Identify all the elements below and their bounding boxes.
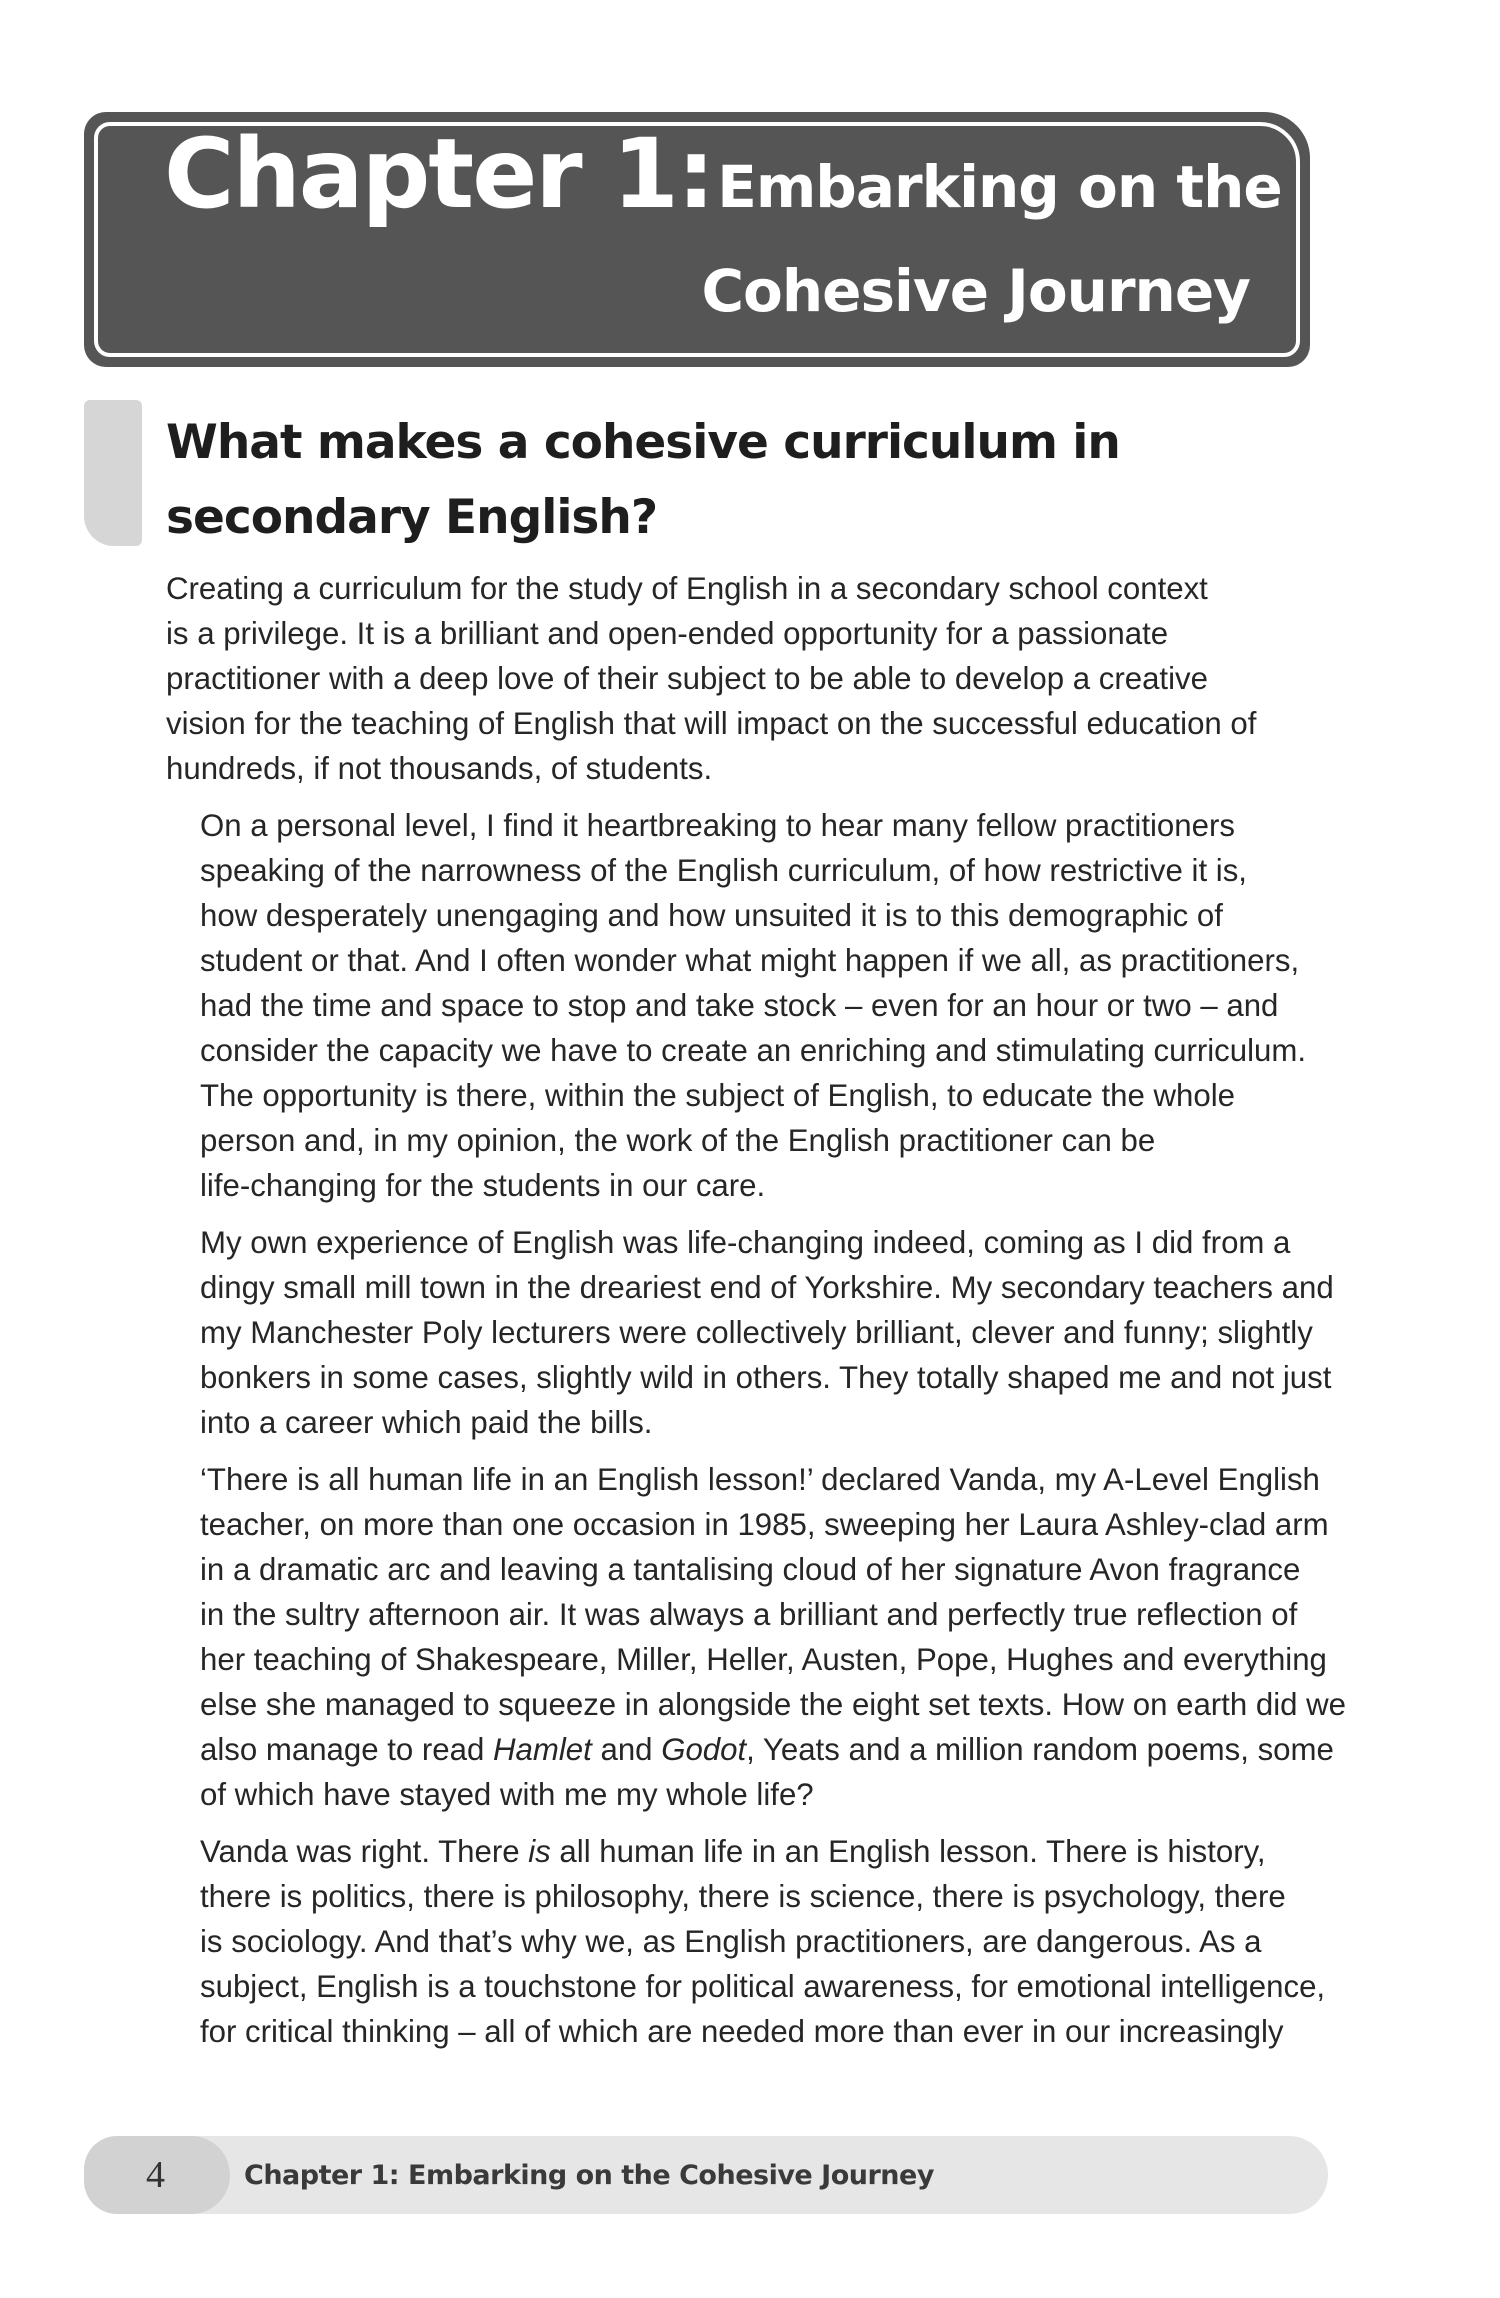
text-line: consider the capacity we have to create an enriching and stimulating curriculum.: [200, 1033, 1306, 1068]
text-line: how desperately unengaging and how unsuited it is to this demographic of: [200, 898, 1223, 933]
text-line: Creating a curriculum for the study of English in a secondary school context: [166, 571, 1208, 606]
chapter-title: [164, 118, 1282, 230]
text-line: speaking of the narrowness of the English curriculum, of how restrictive it is,: [200, 853, 1247, 888]
text-run: Vanda was right. There: [200, 1834, 529, 1869]
text-line: vision for the teaching of English that will impact on the successful education of: [166, 706, 1257, 741]
chapter-banner: [84, 112, 1310, 367]
text-line: [166, 1727, 1346, 1772]
text-line: subject, English is a touchstone for political awareness, for emotional intelligence,: [200, 1969, 1326, 2004]
page-number: 4: [146, 2154, 165, 2196]
text-line: The opportunity is there, within the subject of English, to educate the whole: [200, 1078, 1236, 1113]
text-line: else she managed to squeeze in alongside the eight set texts. How on earth did we: [200, 1687, 1347, 1722]
text-line: into a career which paid the bills.: [200, 1405, 653, 1440]
text-line: [166, 1829, 1346, 1874]
text-line: student or that. And I often wonder what might happen if we all, as practitioners,: [200, 943, 1300, 978]
text-line: had the time and space to stop and take stock – even for an hour or two – and: [200, 988, 1279, 1023]
text-line: there is politics, there is philosophy, there is science, there is psychology, there: [200, 1879, 1286, 1914]
paragraph-1: [166, 566, 1346, 791]
chapter-title-line-2: Cohesive Journey: [701, 257, 1250, 325]
chapter-title-line-1: Embarking on the: [717, 153, 1282, 221]
text-line: is sociology. And that’s why we, as English practitioners, are dangerous. As a: [200, 1924, 1262, 1959]
text-run: also manage to read: [200, 1732, 494, 1767]
text-run: all human life in an English lesson. There is history,: [550, 1834, 1266, 1869]
text-line: is a privilege. It is a brilliant and open-ended opportunity for a passionate: [166, 616, 1169, 651]
text-line: in the sultry afternoon air. It was always a brilliant and perfectly true reflection of: [200, 1597, 1298, 1632]
section-heading-line: What makes a cohesive curriculum in: [166, 415, 1120, 470]
emphasis: is: [528, 1834, 551, 1869]
section-heading: [166, 405, 1296, 555]
text-line: My own experience of English was life-changing indeed, coming as I did from a: [200, 1225, 1291, 1260]
text-line: in a dramatic arc and leaving a tantalising cloud of her signature Avon fragrance: [200, 1552, 1301, 1587]
text-line: bonkers in some cases, slightly wild in others. They totally shaped me and not just: [200, 1360, 1332, 1395]
body-text: [166, 566, 1346, 2066]
chapter-label: Chapter 1:: [164, 118, 714, 230]
book-title-godot: Godot: [661, 1732, 747, 1767]
section-heading-line: secondary English?: [166, 490, 658, 545]
text-line: my Manchester Poly lecturers were collectively brilliant, clever and funny; slightly: [200, 1315, 1313, 1350]
text-run: , Yeats and a million random poems, some: [746, 1732, 1334, 1767]
text-line: of which have stayed with me my whole life?: [200, 1777, 814, 1812]
paragraph-5: [166, 1829, 1346, 2054]
running-head: Chapter 1: Embarking on the Cohesive Journey: [244, 2160, 934, 2191]
text-line: her teaching of Shakespeare, Miller, Heller, Austen, Pope, Hughes and everything: [200, 1642, 1327, 1677]
text-line: person and, in my opinion, the work of the English practitioner can be: [200, 1123, 1156, 1158]
text-line: dingy small mill town in the dreariest end of Yorkshire. My secondary teachers and: [200, 1270, 1334, 1305]
text-line: teacher, on more than one occasion in 1985, sweeping her Laura Ashley-clad arm: [200, 1507, 1329, 1542]
text-line: ‘There is all human life in an English lesson!’ declared Vanda, my A-Level English: [200, 1462, 1320, 1497]
text-line: On a personal level, I find it heartbreaking to hear many fellow practitioners: [200, 808, 1235, 843]
book-title-hamlet: Hamlet: [493, 1732, 592, 1767]
text-line: practitioner with a deep love of their subject to be able to develop a creative: [166, 661, 1208, 696]
paragraph-2: [166, 803, 1346, 1208]
paragraph-3: [166, 1220, 1346, 1445]
text-run: and: [591, 1732, 662, 1767]
section-heading-marker: [84, 400, 142, 546]
text-line: for critical thinking – all of which are needed more than ever in our increasingly: [200, 2014, 1284, 2049]
text-line: life-changing for the students in our care.: [200, 1168, 766, 1203]
paragraph-4: [166, 1457, 1346, 1817]
text-line: hundreds, if not thousands, of students.: [166, 751, 713, 786]
